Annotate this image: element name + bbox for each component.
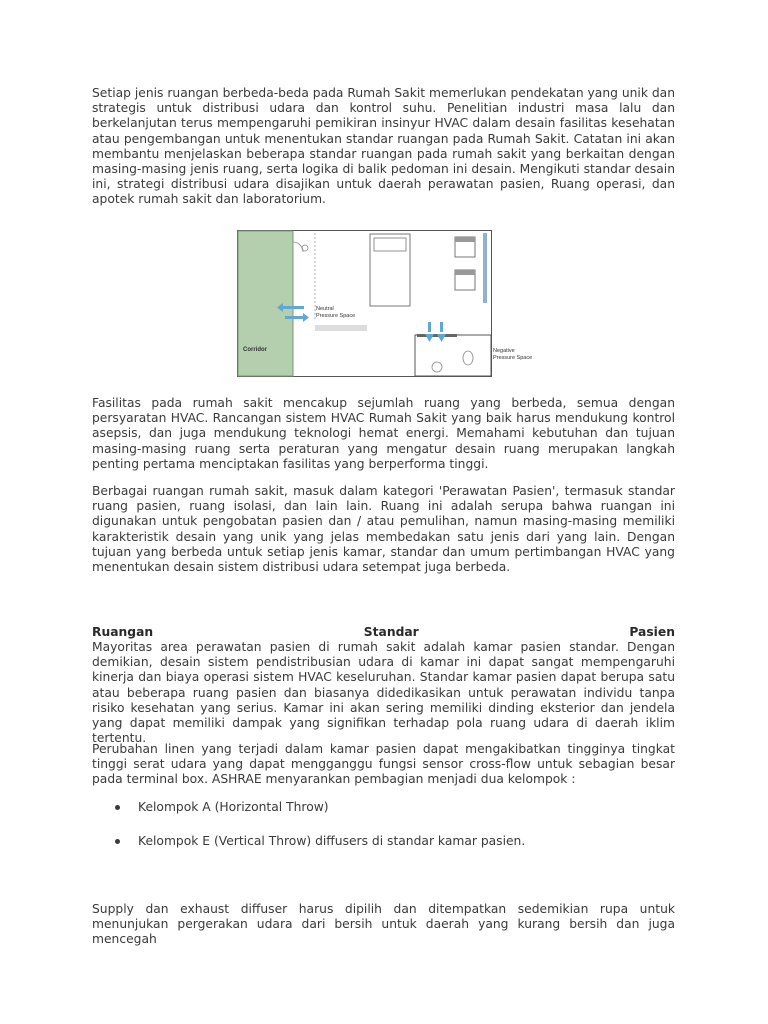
neutral-label-line-2: Pressure Space	[316, 313, 356, 319]
paragraph-diffuser: Supply dan exhaust diffuser harus dipilih dan ditempatkan sedemikian rupa untuk menunjukan pergerakan udara dari bersih untuk daerah yang kurang bersih dan juga mencegah	[92, 902, 675, 947]
paragraph-facilities: Fasilitas pada rumah sakit mencakup sejumlah ruang yang berbeda, semua dengan persyaratan HVAC. Rancangan sistem HVAC Rumah Sakit yang baik harus mendukung kontrol asepsis, dan juga mendukung teknologi hemat energi. Memahami kebutuhan dan tujuan masing-masing ruang serta peraturan yang mengatur desain ruang merupakan langkah penting pertama menciptakan fasilitas yang berperforma tinggi.	[92, 396, 675, 471]
section-heading	[92, 625, 675, 640]
negative-label-line-2: Pressure Space	[493, 355, 533, 361]
paragraph-linen: Perubahan linen yang terjadi dalam kamar pasien dapat mengakibatkan tingginya tingkat tinggi serat udara yang dapat mengganggu fungsi sensor cross-flow untuk sebagian besar pada terminal box. ASHRAE menyarankan pembagian menjadi dua kelompok :	[92, 742, 675, 787]
paragraph-standard-room: Mayoritas area perawatan pasien di rumah sakit adalah kamar pasien standar. Dengan demikian, desain sistem pendistribusian udara di kamar ini dapat sangat mempengaruhi kinerja dan biaya operasi sistem HVAC keseluruhan. Standar kamar pasien dapat berupa satu atau beberapa ruang pasien dan biasanya didedikasikan untuk perawatan individu tanpa risiko kesehatan yang serius. Kamar ini akan sering memiliki dinding eksterior dan jendela yang dapat memiliki dampak yang signifikan terhadap pola ruang udara di daerah iklim tertentu.	[92, 640, 675, 746]
negative-label-line-1: Negative	[493, 348, 515, 354]
paragraph-intro: Setiap jenis ruangan berbeda-beda pada Rumah Sakit memerlukan pendekatan yang unik dan strategis untuk distribusi udara dan kontrol suhu. Penelitian industri masa lalu dan berkelanjutan terus mempengaruhi pemikiran insinyur HVAC dalam desain fasilitas kesehatan atau pengembangan untuk menentukan standar ruangan pada Rumah Sakit. Catatan ini akan membantu menjelaskan beberapa standar ruangan pada rumah sakit yang berkaitan dengan masing-masing jenis ruang, serta logika di balik pedoman ini desain. Mengikuti standar desain ini, strategi distribusi udara disajikan untuk daerah perawatan pasien, Ruang operasi, dan apotek rumah sakit dan laboratorium.	[92, 86, 676, 207]
heading-word: Standar	[363, 625, 419, 639]
window	[483, 233, 487, 303]
neutral-label-line-1: Neutral	[316, 306, 334, 312]
bathroom-area	[415, 335, 491, 376]
room-floorplan-figure	[237, 230, 533, 377]
floorplan-svg	[237, 230, 492, 377]
group-list	[112, 800, 525, 868]
chair-back	[455, 237, 475, 242]
list-item: Kelompok E (Vertical Throw) diffusers di standar kamar pasien.	[112, 834, 525, 868]
chair-back	[455, 270, 475, 275]
paragraph-patient-care: Berbagai ruangan rumah sakit, masuk dalam kategori 'Perawatan Pasien', termasuk standar ruang pasien, ruang isolasi, dan lain lain. Ruang ini adalah serupa bahwa ruangan ini digunakan untuk pengobatan pasien dan / atau pemulihan, namun masing-masing memiliki karakteristik desain yang unik yang jelas membedakan satu jenis dari yang lain. Dengan tujuan yang berbeda untuk setiap jenis kamar, standar dan umum pertimbangan HVAC yang menentukan desain sistem distribusi udara setempat juga berbeda.	[92, 484, 675, 575]
heading-word: Ruangan	[92, 625, 154, 639]
pillow-icon	[374, 238, 406, 251]
label-strip	[315, 325, 367, 331]
negative-pressure-label	[493, 348, 532, 362]
heading-word: Pasien	[629, 625, 675, 639]
list-item: Kelompok A (Horizontal Throw)	[112, 800, 525, 834]
corridor-area	[238, 231, 293, 376]
corridor-label: Corridor	[243, 347, 267, 353]
bathroom-door	[417, 334, 457, 337]
